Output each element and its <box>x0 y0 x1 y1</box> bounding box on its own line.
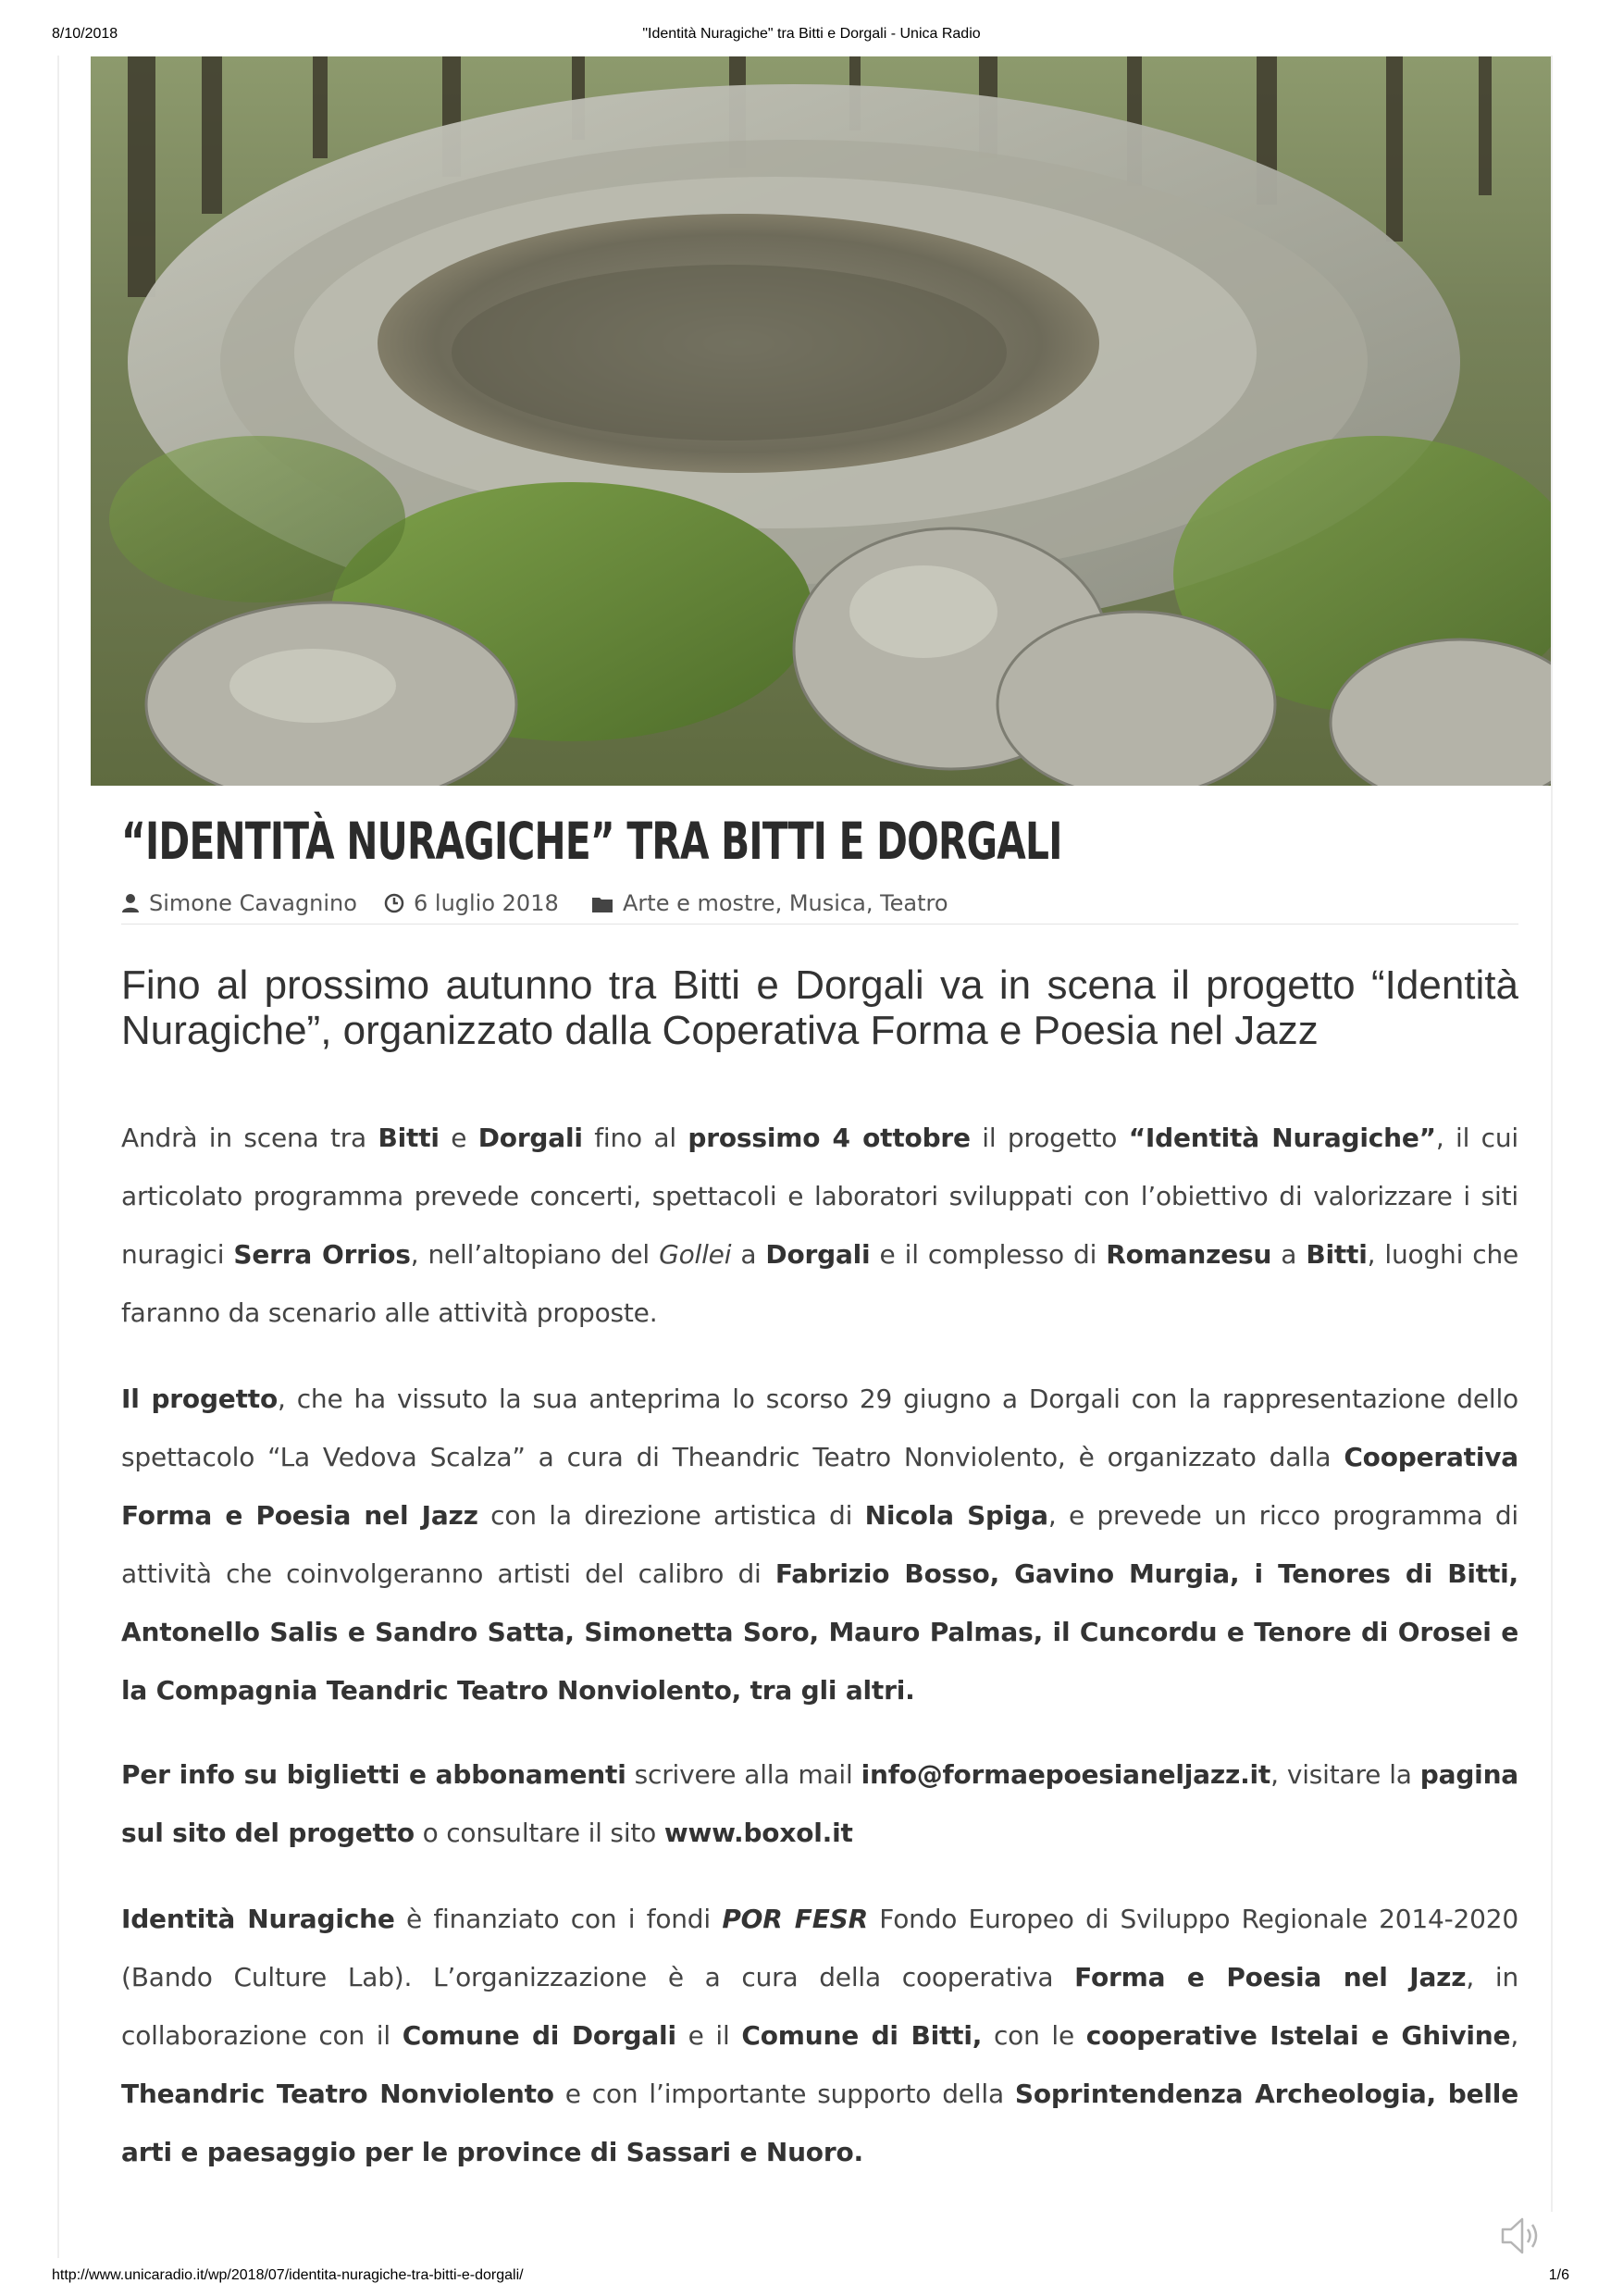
bold-text: Fabrizio Bosso, Gavino Murgia, i Tenores di Bitti, Antonello Salis e Sandro Satta, Simonetta Soro, Mauro Palmas, il Cuncordu e Tenore di Orosei e la Compagnia Teandric Teatro Nonviolento, tra gli altri. <box>121 1558 1518 1706</box>
text: , visitare la <box>1270 1759 1420 1790</box>
card-border-right <box>1551 56 1553 2212</box>
bold-text: Serra Orrios <box>233 1239 411 1270</box>
clock-icon <box>384 893 404 913</box>
bold-text: Comune di Bitti, <box>741 2020 983 2051</box>
text: e il complesso di <box>870 1239 1107 1270</box>
bold-text: Forma e Poesia nel Jazz <box>1074 1962 1467 1992</box>
text: e il <box>675 2020 742 2051</box>
audio-button[interactable] <box>1499 2214 1542 2262</box>
text: o consultare il sito <box>414 1818 664 1848</box>
text: Andrà in scena tra <box>121 1123 378 1153</box>
speaker-icon <box>1499 2214 1542 2258</box>
text: scrivere alla mail <box>626 1759 861 1790</box>
bold-text: “Identità Nuragiche” <box>1128 1123 1436 1153</box>
text: è finanziato con i fondi <box>394 1904 723 1934</box>
print-page-number: 1/6 <box>1548 2267 1569 2283</box>
hero-image <box>91 56 1551 786</box>
folder-icon <box>591 895 613 913</box>
meta-date-text: 6 luglio 2018 <box>414 890 559 916</box>
text: con la direzione artistica di <box>477 1500 865 1531</box>
text: , luoghi che faranno da scenario alle attività proposte. <box>121 1239 1519 1328</box>
text: Fondo Europeo di Sviluppo Regionale 2014-2020 (Bando Culture Lab). L’organizzazione è a cura della cooperativa <box>121 1904 1519 1992</box>
text: il progetto <box>970 1123 1129 1153</box>
text: a <box>1271 1239 1307 1270</box>
bold-text: Dorgali <box>477 1123 583 1153</box>
paragraph-1 <box>121 1109 1518 1342</box>
meta-author[interactable] <box>121 887 357 920</box>
meta-categories-text[interactable]: Arte e mostre, Musica, Teatro <box>623 890 948 916</box>
bold-text: Romanzesu <box>1106 1239 1272 1270</box>
article-title: “IDENTITÀ NURAGICHE” TRA BITTI E DORGALI <box>121 812 1062 871</box>
bold-text: Bitti <box>378 1123 440 1153</box>
italic-text: Gollei <box>659 1239 732 1270</box>
text: con le <box>982 2020 1086 2051</box>
bold-text: Soprintendenza Archeologia, belle arti e paesaggio per le province di Sassari e Nuoro. <box>121 2079 1518 2167</box>
text: e con l’importante supporto della <box>553 2079 1015 2109</box>
print-url: http://www.unicaradio.it/wp/2018/07/identita-nuragiche-tra-bitti-e-dorgali/ <box>52 2267 524 2283</box>
bold-text: Comune di Dorgali <box>402 2020 676 2051</box>
bold-italic-text: POR FESR <box>722 1904 868 1934</box>
bold-text: prossimo 4 ottobre <box>688 1123 971 1153</box>
paragraph-2 <box>121 1370 1518 1719</box>
bold-text: Identità Nuragiche <box>121 1904 395 1934</box>
bold-text: Per info su biglietti e abbonamenti <box>121 1759 626 1790</box>
print-date: 8/10/2018 <box>52 26 118 42</box>
print-header <box>0 26 1623 46</box>
article-meta <box>121 887 1518 925</box>
text: , nell’altopiano del <box>410 1239 660 1270</box>
card-border-left <box>57 56 59 2258</box>
photo-nuragic-amphitheatre-icon <box>91 56 1551 786</box>
text: , il cui articolato programma prevede concerti, spettacoli e laboratori sviluppati con l’obiettivo di valorizzare i siti nuragici <box>121 1123 1518 1270</box>
print-footer <box>0 2267 1623 2288</box>
text: a <box>731 1239 766 1270</box>
print-page-title: "Identità Nuragiche" tra Bitti e Dorgali - Unica Radio <box>642 26 981 42</box>
bold-text: Dorgali <box>765 1239 871 1270</box>
text: , <box>1510 2020 1519 2051</box>
paragraph-4 <box>121 1890 1518 2181</box>
paragraph-3 <box>121 1745 1518 1862</box>
meta-author-name[interactable]: Simone Cavagnino <box>149 890 357 916</box>
text: , e prevede un ricco programma di attività che coinvolgeranno artisti del calibro di <box>121 1500 1519 1589</box>
email-link[interactable]: info@formaepoesianeljazz.it <box>861 1759 1271 1790</box>
text: , che ha vissuto la sua anteprima lo scorso 29 giugno a Dorgali con la rappresentazione dello spettacolo “La Vedova Scalza” a cura di Theandric Teatro Nonviolento, è organizzato dalla <box>121 1384 1518 1472</box>
text: fino al <box>582 1123 688 1153</box>
text: , in collaborazione con il <box>121 1962 1518 2051</box>
project-page-link[interactable]: pagina sul sito del progetto <box>121 1759 1519 1848</box>
bold-text: cooperative Istelai e Ghivine <box>1085 2020 1511 2051</box>
bold-text: Theandric Teatro Nonviolento <box>121 2079 554 2109</box>
text: e <box>439 1123 478 1153</box>
article-lead: Fino al prossimo autunno tra Bitti e Dorgali va in scena il progetto “Identità Nuragiche”, organizzato dalla Coperativa Forma e Poesia nel Jazz <box>121 962 1518 1053</box>
bold-text: Nicola Spiga <box>864 1500 1048 1531</box>
bold-text: Il progetto <box>121 1384 278 1414</box>
meta-categories[interactable] <box>591 887 948 920</box>
bold-text: Cooperativa Forma e Poesia nel Jazz <box>121 1442 1518 1531</box>
bold-text: Bitti <box>1306 1239 1368 1270</box>
boxol-link[interactable]: www.boxol.it <box>663 1818 853 1848</box>
user-icon <box>121 893 140 913</box>
meta-date <box>384 887 559 920</box>
